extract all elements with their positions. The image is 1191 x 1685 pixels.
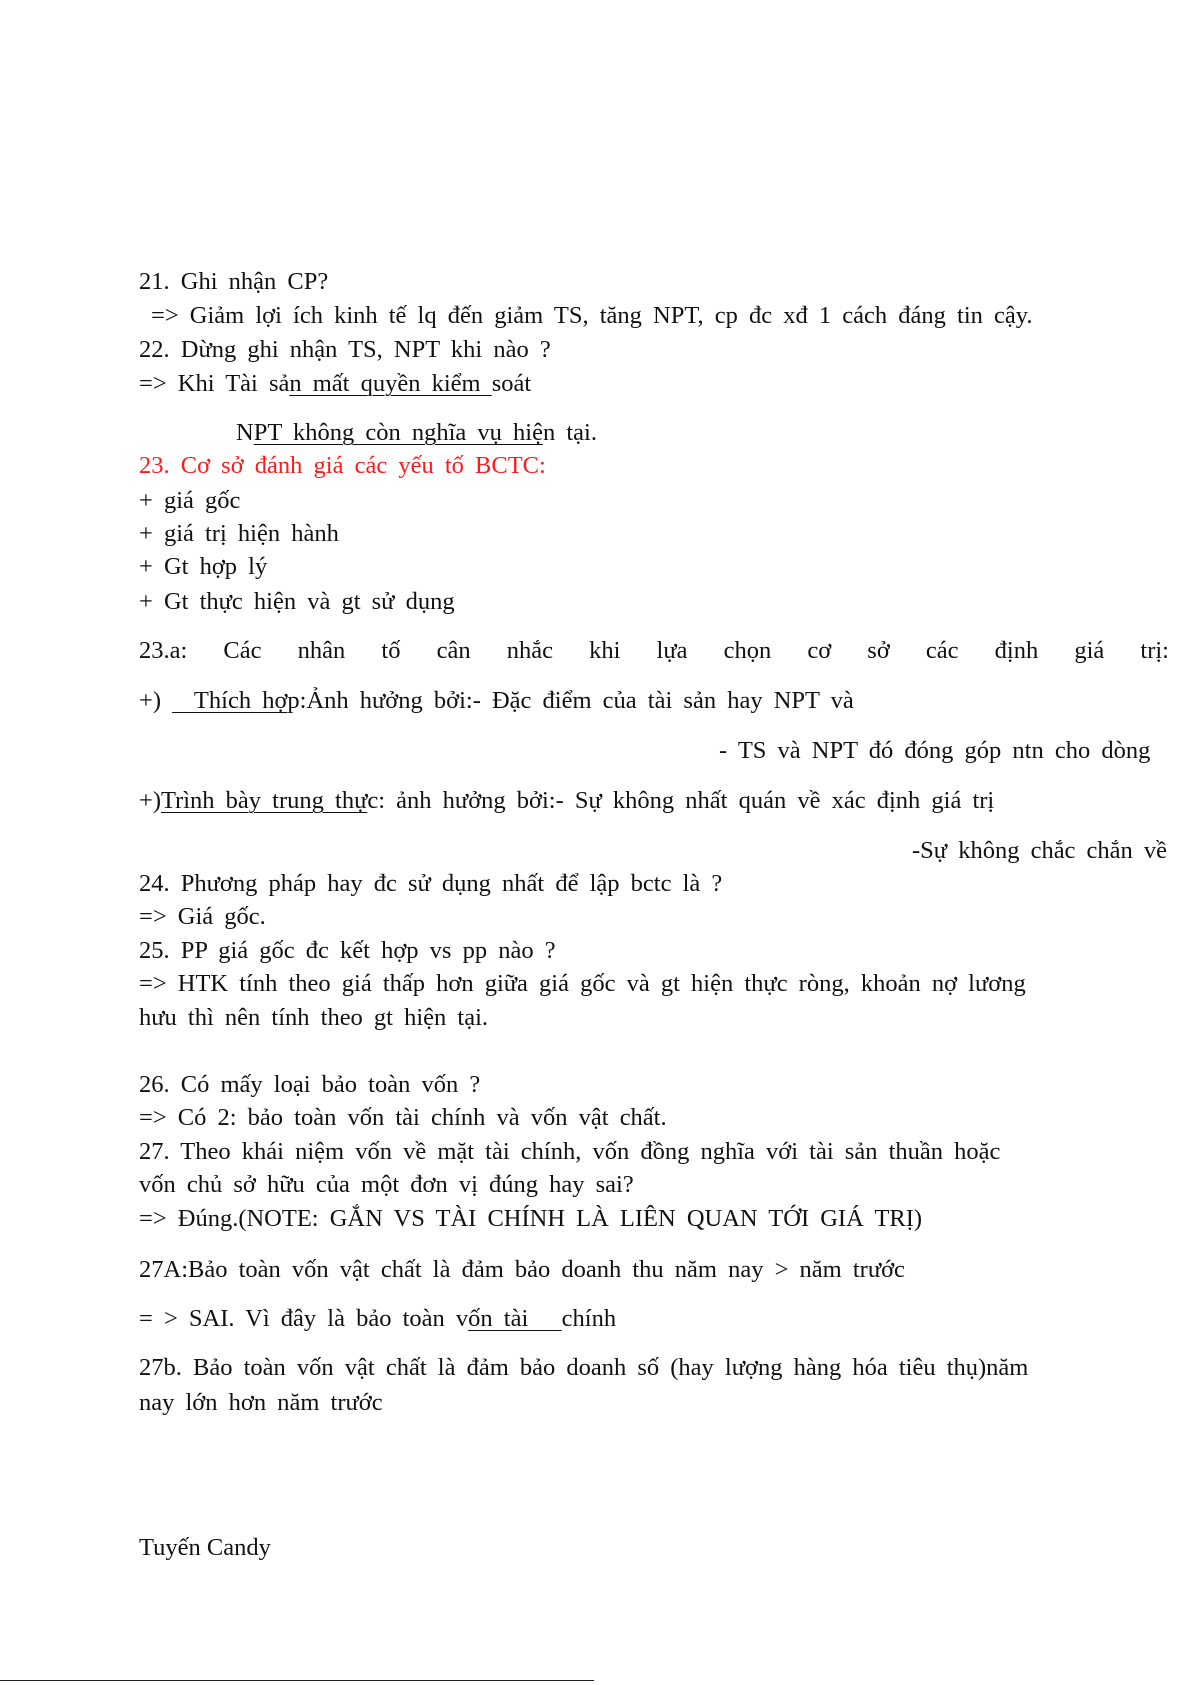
q22-question: 22. Dừng ghi nhận TS, NPT khi nào ? [139, 336, 551, 363]
q21-question: 21. Ghi nhận CP? [139, 268, 329, 295]
q22-answer-prefix: => Khi Tài sả [139, 370, 290, 397]
q23a-point2-prefix: +) [139, 787, 161, 814]
q25-answer-line-2: hưu thì nên tính theo gt hiện tại. [139, 1004, 489, 1031]
q23-item-4: + Gt thực hiện và gt sử dụng [139, 588, 455, 615]
q23a-point-1 [139, 686, 854, 716]
q27a-answer-prefix: = > SAI. Vì đây là bảo toàn v [139, 1305, 469, 1332]
q27a-answer-underlined: ốn tài [468, 1305, 562, 1332]
q24-question: 24. Phương pháp hay đc sử dụng nhất để lập bctc là ? [139, 870, 723, 897]
q23a-point1-underlined: Thích hợ [172, 687, 288, 714]
q25-answer-line-1: => HTK tính theo giá thấp hơn giữa giá gốc và gt hiện thực ròng, khoản nợ lương [139, 970, 1026, 997]
q27-question-line-2: vốn chủ sở hữu của một đơn vị đúng hay sai? [139, 1171, 634, 1198]
q25-question: 25. PP giá gốc đc kết hợp vs pp nào ? [139, 937, 556, 964]
q27a-statement: 27A:Bảo toàn vốn vật chất là đảm bảo doanh thu năm nay > năm trước [139, 1256, 905, 1283]
q23a-point-2-cont: -Sự không chắc chắn về [912, 837, 1168, 864]
q23a-point1-suffix: p:Ảnh hưởng bởi:- Đặc điểm của tài sản hay NPT và [287, 687, 854, 714]
q27-question-line-1: 27. Theo khái niệm vốn về mặt tài chính, vốn đồng nghĩa với tài sản thuần hoặc [139, 1138, 1001, 1165]
q27a-answer [139, 1304, 616, 1334]
q22-answer-2 [236, 418, 597, 448]
q22-answer2-suffix: n tại. [542, 419, 597, 446]
q27b-line-1: 27b. Bảo toàn vốn vật chất là đảm bảo doanh số (hay lượng hàng hóa tiêu thụ)năm [139, 1354, 1029, 1381]
q23a-point2-underlined: Trình bày trung thự [160, 787, 368, 814]
q26-answer: => Có 2: bảo toàn vốn tài chính và vốn vật chất. [139, 1104, 667, 1131]
q27-answer: => Đúng.(NOTE: GẮN VS TÀI CHÍNH LÀ LIÊN QUAN TỚI GIÁ TRỊ) [139, 1205, 923, 1232]
footer-rule [0, 1680, 594, 1681]
q27a-answer-suffix: chính [561, 1305, 617, 1332]
q22-answer2-prefix: N [236, 419, 254, 446]
q23a-point2-suffix: c: ảnh hưởng bởi:- Sự không nhất quán về xác định giá trị [367, 787, 995, 814]
q27b-line-2: nay lớn hơn năm trước [139, 1389, 383, 1416]
q22-answer2-underlined: PT không còn nghĩa vụ hiệ [253, 419, 543, 446]
q23a-point1-prefix: +) [139, 687, 173, 714]
q21-answer: => Giảm lợi ích kinh tế lq đến giảm TS, tăng NPT, cp đc xđ 1 cách đáng tin cậy. [151, 302, 1033, 329]
q23-item-2: + giá trị hiện hành [139, 520, 339, 547]
q23-item-3: + Gt hợp lý [139, 553, 268, 580]
q23a-question: 23.a: Các nhân tố cân nhắc khi lựa chọn cơ sở các định giá trị: [139, 637, 1169, 664]
q22-answer [139, 369, 531, 399]
q26-question: 26. Có mấy loại bảo toàn vốn ? [139, 1071, 481, 1098]
author-signature: Tuyến Candy [139, 1534, 271, 1561]
q23a-point-1-cont: - TS và NPT đó đóng góp ntn cho dòng [719, 737, 1151, 764]
q23-question: 23. Cơ sở đánh giá các yếu tố BCTC: [139, 452, 546, 479]
q23-item-1: + giá gốc [139, 487, 241, 514]
q22-answer-underlined: n mất quyền kiểm [289, 370, 492, 397]
q23a-point-2 [139, 786, 994, 816]
q22-answer-suffix: soát [491, 370, 532, 397]
q24-answer: => Giá gốc. [139, 903, 266, 930]
